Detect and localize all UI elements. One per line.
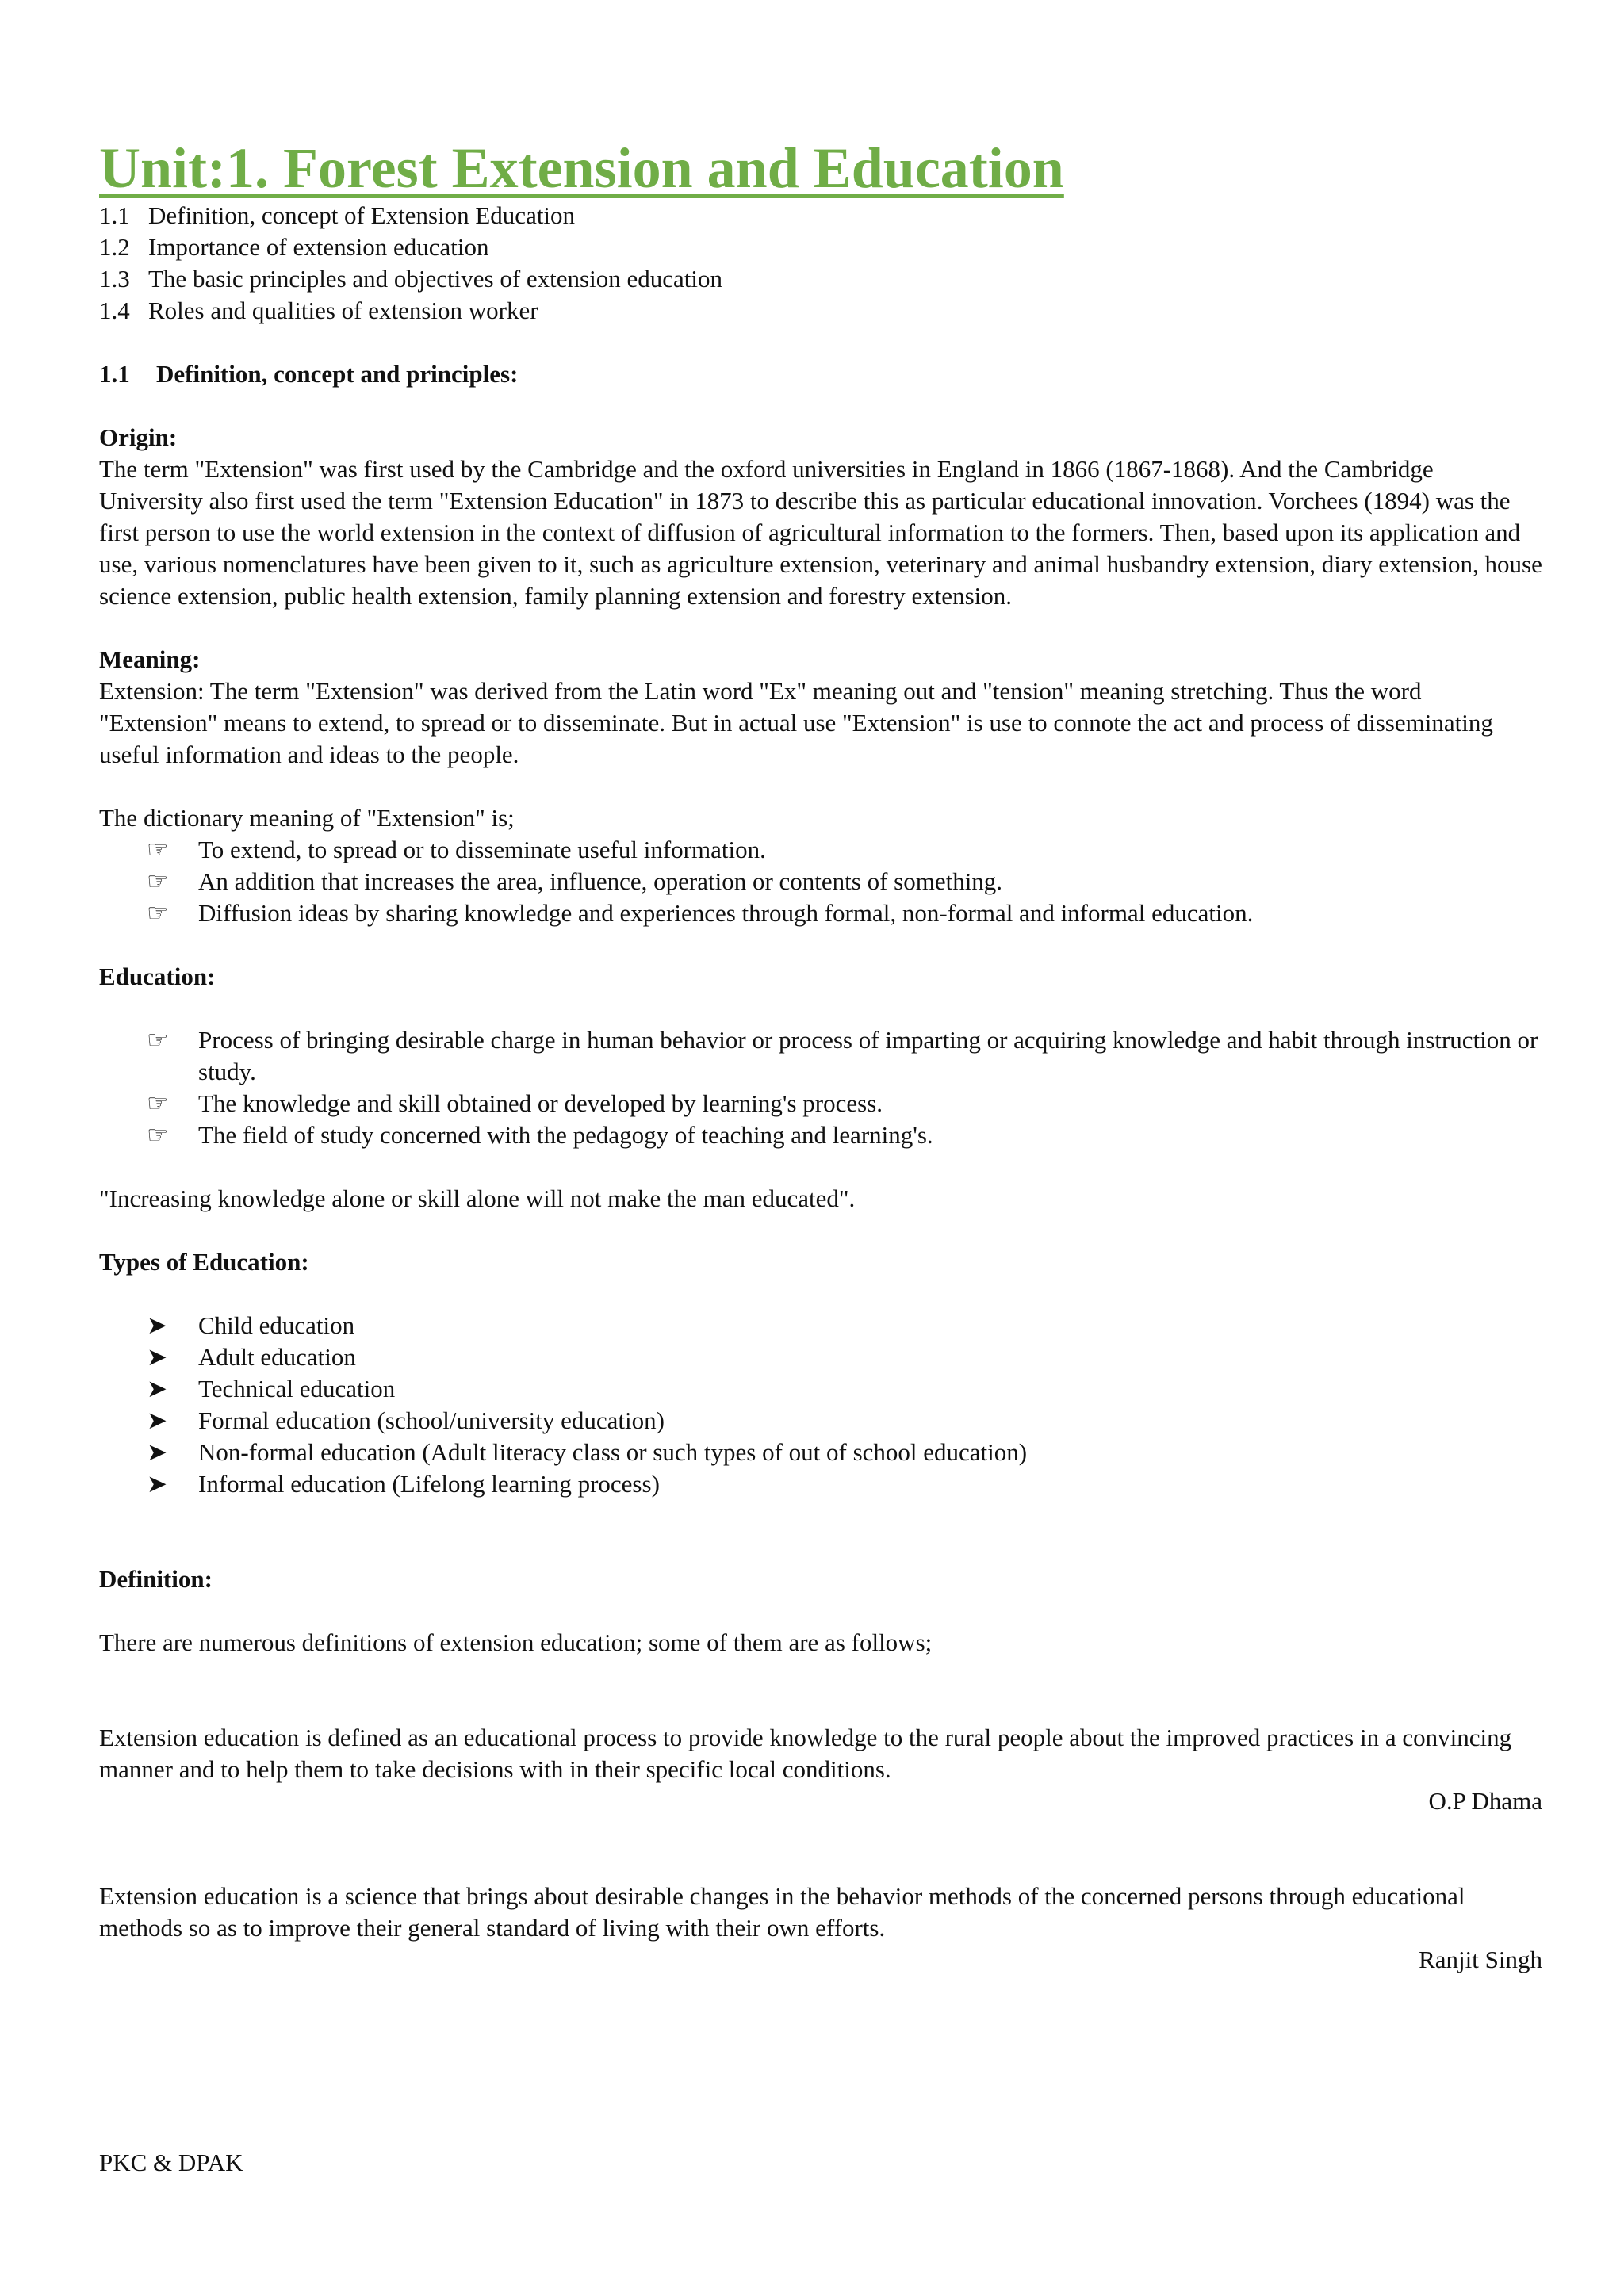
list-item: ➤ Formal education (school/university education) (99, 1405, 1542, 1437)
hand-pointer-icon: ☞ (147, 899, 169, 927)
toc-item: 1.3 The basic principles and objectives of extension education (99, 265, 722, 293)
dictionary-list (99, 834, 1542, 929)
definition-1-author: O.P Dhama (1428, 1787, 1542, 1815)
hand-pointer-icon: ☞ (147, 836, 169, 863)
definition-intro: There are numerous definitions of extension education; some of them are as follows; (99, 1628, 933, 1656)
section-heading: 1.1 Definition, concept and principles: (99, 360, 519, 388)
list-item: ☞ Process of bringing desirable charge in human behavior or process of imparting or acquiring knowledge and habit through instruction or study. (147, 1026, 1538, 1085)
meaning-paragraph: Extension: The term "Extension" was derived from the Latin word "Ex" meaning out and "tension" meaning stretching. Thus the word "Extension" means to extend, to spread or to disseminate. But in actual use "Extension" is use to connote the act and process of disseminating useful information and ideas to the people. (99, 677, 1493, 768)
arrow-bullet-icon: ➤ (147, 1438, 167, 1466)
education-list (99, 1024, 1542, 1151)
toc-item: 1.4 Roles and qualities of extension worker (99, 297, 538, 324)
table-of-contents (99, 200, 1542, 327)
hand-pointer-icon: ☞ (147, 867, 169, 895)
types-list (99, 1310, 1542, 1500)
types-heading: Types of Education: (99, 1248, 309, 1276)
list-item: ☞ The knowledge and skill obtained or developed by learning's process. (99, 1088, 1542, 1119)
list-item: ☞ An addition that increases the area, influence, operation or contents of something. (99, 866, 1542, 897)
list-item: ➤ Informal education (Lifelong learning process) (99, 1468, 1542, 1500)
meaning-heading: Meaning: (99, 645, 201, 673)
page-footer: PKC & DPAK (99, 2149, 243, 2176)
hand-pointer-icon: ☞ (147, 1026, 169, 1054)
toc-item: 1.1 Definition, concept of Extension Education (99, 201, 576, 229)
hand-pointer-icon: ☞ (147, 1089, 169, 1117)
arrow-bullet-icon: ➤ (147, 1343, 167, 1371)
list-item: ➤ Non-formal education (Adult literacy class or such types of out of school education) (99, 1437, 1542, 1468)
definition-heading: Definition: (99, 1565, 213, 1593)
hand-pointer-icon: ☞ (147, 1121, 169, 1149)
list-item: ➤ Adult education (99, 1341, 1542, 1373)
dictionary-intro: The dictionary meaning of "Extension" is; (99, 804, 515, 832)
arrow-bullet-icon: ➤ (147, 1406, 167, 1434)
document-page (99, 135, 1542, 1976)
list-item: ☞ To extend, to spread or to disseminate useful information. (99, 834, 1542, 866)
definition-2: Extension education is a science that brings about desirable changes in the behavior methods of the concerned persons through educational methods so as to improve their general standard of living with their own efforts. (99, 1882, 1465, 1942)
education-quote: "Increasing knowledge alone or skill alone will not make the man educated". (99, 1184, 856, 1212)
list-item: ➤ Technical education (99, 1373, 1542, 1405)
definition-2-author: Ranjit Singh (1419, 1946, 1542, 1973)
origin-paragraph: The term "Extension" was first used by the Cambridge and the oxford universities in England in 1866 (1867-1868). And the Cambridge University also first used the term "Extension Education" in 1873 to describe this as particular educational innovation. Vorchees (1894) was the first person to use the world extension in the context of diffusion of agricultural information to the formers. Then, based upon its application and use, various nomenclatures have been given to it, such as agriculture extension, veterinary and animal husbandry extension, diary extension, house science extension, public health extension, family planning extension and forestry extension. (99, 455, 1542, 610)
arrow-bullet-icon: ➤ (147, 1470, 167, 1498)
unit-title: Unit:1. Forest Extension and Education (99, 136, 1064, 200)
arrow-bullet-icon: ➤ (147, 1311, 167, 1339)
origin-heading: Origin: (99, 423, 178, 451)
definition-1: Extension education is defined as an educational process to provide knowledge to the rural people about the improved practices in a convincing manner and to help them to take decisions with in their specific local conditions. (99, 1724, 1512, 1783)
list-item: ☞ Diffusion ideas by sharing knowledge and experiences through formal, non-formal and informal education. (99, 897, 1542, 929)
toc-item: 1.2 Importance of extension education (99, 233, 489, 261)
arrow-bullet-icon: ➤ (147, 1375, 167, 1402)
list-item: ☞ The field of study concerned with the pedagogy of teaching and learning's. (99, 1119, 1542, 1151)
list-item: ➤ Child education (99, 1310, 1542, 1341)
education-heading: Education: (99, 962, 216, 990)
